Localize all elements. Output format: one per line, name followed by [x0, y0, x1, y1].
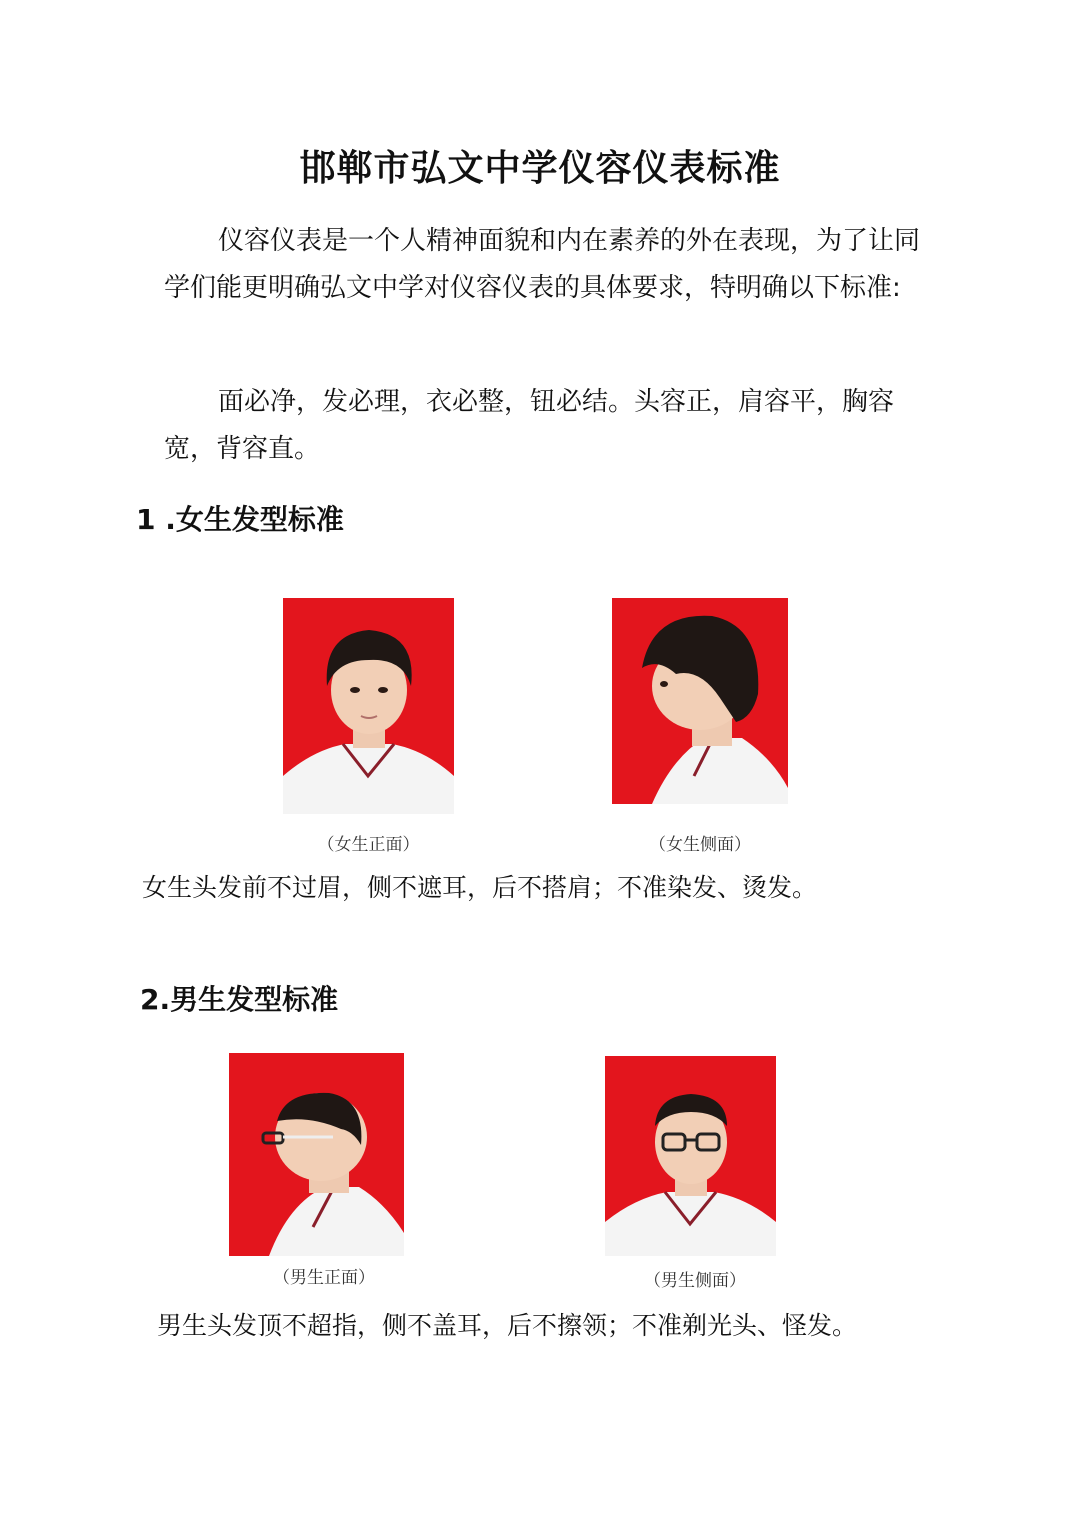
girl-front-photo — [283, 598, 454, 814]
boy-side-caption: （男生正面） — [273, 1268, 375, 1288]
boy-hair-rule: 男生头发顶不超指，侧不盖耳，后不擦领；不准剃光头、怪发。 — [157, 1311, 858, 1340]
section-heading-boys: 2.男生发型标准 — [140, 983, 339, 1016]
girl-front-caption: （女生正面） — [317, 835, 420, 855]
motto-text: 面必净，发必理，衣必整，钮必结。头容正，肩容平，胸容宽，背容直。 — [164, 387, 895, 464]
boy-front-caption: （男生侧面） — [644, 1271, 746, 1291]
girl-hair-rule: 女生头发前不过眉，侧不遮耳，后不搭肩；不准染发、烫发。 — [142, 873, 818, 902]
page-title: 邯郸市弘文中学仪容仪表标准 — [299, 148, 781, 189]
boy-front-photo — [605, 1056, 776, 1256]
section-heading-girls: 1 .女生发型标准 — [136, 503, 344, 536]
boy-side-photo — [229, 1053, 404, 1256]
intro-text: 仪容仪表是一个人精神面貌和内在素养的外在表现，为了让同学们能更明确弘文中学对仪容仪表的具体要求，特明确以下标准: — [164, 226, 921, 303]
girl-side-caption: （女生侧面） — [649, 835, 751, 855]
motto-paragraph — [164, 379, 920, 473]
girl-side-photo — [612, 598, 788, 804]
intro-paragraph — [164, 218, 920, 312]
